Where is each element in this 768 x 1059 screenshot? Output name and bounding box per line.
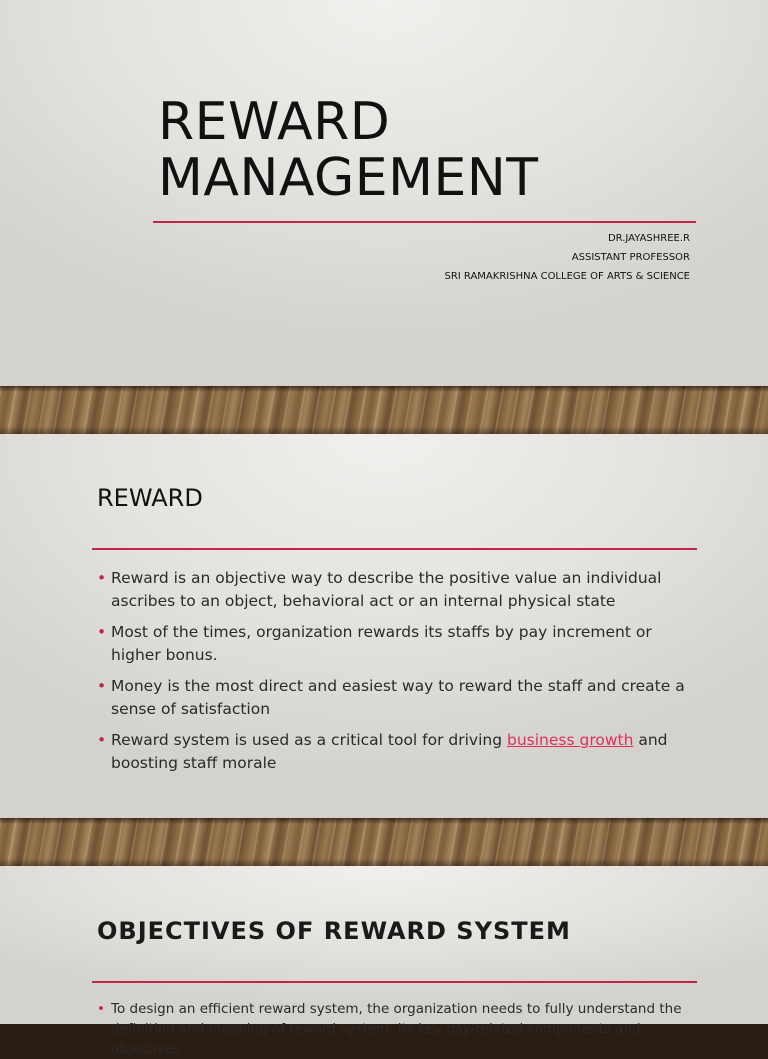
bullet-icon: • [97, 569, 107, 587]
bullet-icon: • [97, 1001, 105, 1017]
title-slide [0, 0, 768, 386]
presentation-title [158, 94, 539, 206]
bullet-icon: • [97, 623, 107, 641]
bullet-text: To design an efficient reward system, the organization needs to fully understand the definition and meaning of reward system, its key pay-related components and objectives [111, 1001, 682, 1057]
title-line-1: REWARD [158, 92, 391, 152]
reward-heading-underline [92, 548, 697, 550]
bullet-icon: • [97, 731, 107, 749]
bullet-text: Money is the most direct and easiest way to reward the staff and create a sense of satisfaction [111, 677, 685, 718]
title-line-2: MANAGEMENT [158, 148, 539, 208]
bullet-text-before-link: Reward system is used as a critical tool for driving [111, 731, 507, 749]
objectives-heading: OBJECTIVES OF REWARD SYSTEM [97, 917, 571, 945]
bullet-icon: • [97, 677, 107, 695]
author-name: DR.JAYASHREE.R [607, 233, 690, 244]
list-item [97, 621, 697, 667]
list-item [97, 675, 697, 721]
list-item [97, 567, 697, 613]
author-role: ASSISTANT PROFESSOR [571, 252, 690, 263]
wood-floor-divider-1 [0, 386, 768, 434]
reward-bullet-list [97, 567, 697, 783]
bullet-text-after-link: and boosting staff morale [111, 731, 668, 772]
objectives-heading-underline [92, 981, 697, 983]
business-growth-link[interactable]: business growth [507, 731, 634, 749]
bullet-text: Reward is an objective way to describe the positive value an individual ascribes to an object, behavioral act or an internal physical state [111, 569, 662, 610]
reward-heading: REWARD [97, 484, 203, 512]
author-institution: SRI RAMAKRISHNA COLLEGE OF ARTS & SCIENCE [444, 271, 690, 282]
title-underline [153, 221, 696, 223]
list-item [97, 729, 697, 775]
list-item [97, 999, 697, 1059]
wood-floor-divider-2 [0, 818, 768, 866]
author-info [444, 229, 690, 286]
objectives-bullet-list [97, 999, 697, 1059]
bullet-text: Most of the times, organization rewards its staffs by pay increment or higher bonus. [111, 623, 652, 664]
